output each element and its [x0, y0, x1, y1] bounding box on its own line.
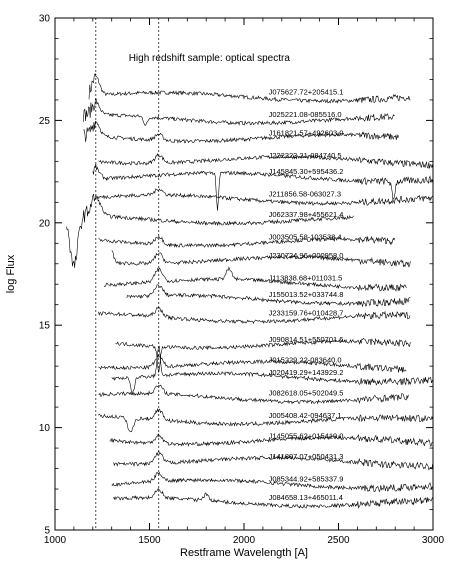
spectrum-label: J211856.58-063027.3	[268, 189, 342, 199]
spectrum-label: J020419.29+143929.2	[268, 367, 344, 377]
spectrum-label: J075627.72+205415.1	[268, 87, 344, 97]
spectrum-label: J015229.22-083640.0	[268, 355, 342, 365]
spectrum-label: J113838.68+011031.5	[268, 273, 343, 283]
spectrum-label: J003505.58-103538.4	[268, 232, 342, 242]
spectrum-label: J233159.76+010428.7	[268, 308, 344, 318]
y-tick-label: 20	[38, 218, 50, 230]
spectrum-label: J145845.30+595436.2	[268, 167, 344, 177]
spectrum-label: J145055.62+015419.0	[268, 431, 344, 441]
spectrum-label: J155013.52+033744.8	[268, 290, 344, 300]
spectrum-label: J230724.96+000958.0	[268, 251, 344, 261]
spectrum-label: J141807.07+050431.3	[268, 451, 344, 461]
spectrum-label: J082618.05+502049.5	[268, 388, 344, 398]
y-tick-label: 5	[44, 525, 50, 537]
y-tick-label: 10	[38, 423, 50, 435]
spectrum-label: J005408.42-094637.1	[268, 410, 342, 420]
x-tick-label: 1500	[138, 535, 161, 546]
y-axis-label: log Flux	[5, 254, 17, 294]
spectrum-label: J025221.08-085516.0	[268, 109, 342, 119]
spectrum-label: J085344.92+585337.9	[268, 474, 344, 484]
x-axis-label: Restframe Wavelength [A]	[180, 547, 308, 559]
spectrum-label: J062337.98+455621.4	[268, 210, 344, 220]
x-tick-label: 3000	[421, 535, 445, 546]
x-tick-label: 2000	[232, 535, 256, 546]
y-tick-label: 25	[38, 115, 50, 127]
spectrum-label: J090814.51+550701.6	[268, 335, 344, 345]
plot-title: High redshift sample: optical spectra	[128, 53, 290, 65]
spectrum-label: J222323.21-084740.5	[268, 150, 342, 160]
x-tick-label: 2500	[327, 535, 350, 546]
x-tick-label: 1000	[43, 535, 67, 546]
spectrum-label: J161821.57+492603.0	[268, 128, 344, 138]
y-tick-label: 30	[38, 13, 50, 25]
y-tick-label: 15	[38, 320, 50, 332]
spectrum-label: J084658.13+465011.4	[268, 492, 343, 502]
